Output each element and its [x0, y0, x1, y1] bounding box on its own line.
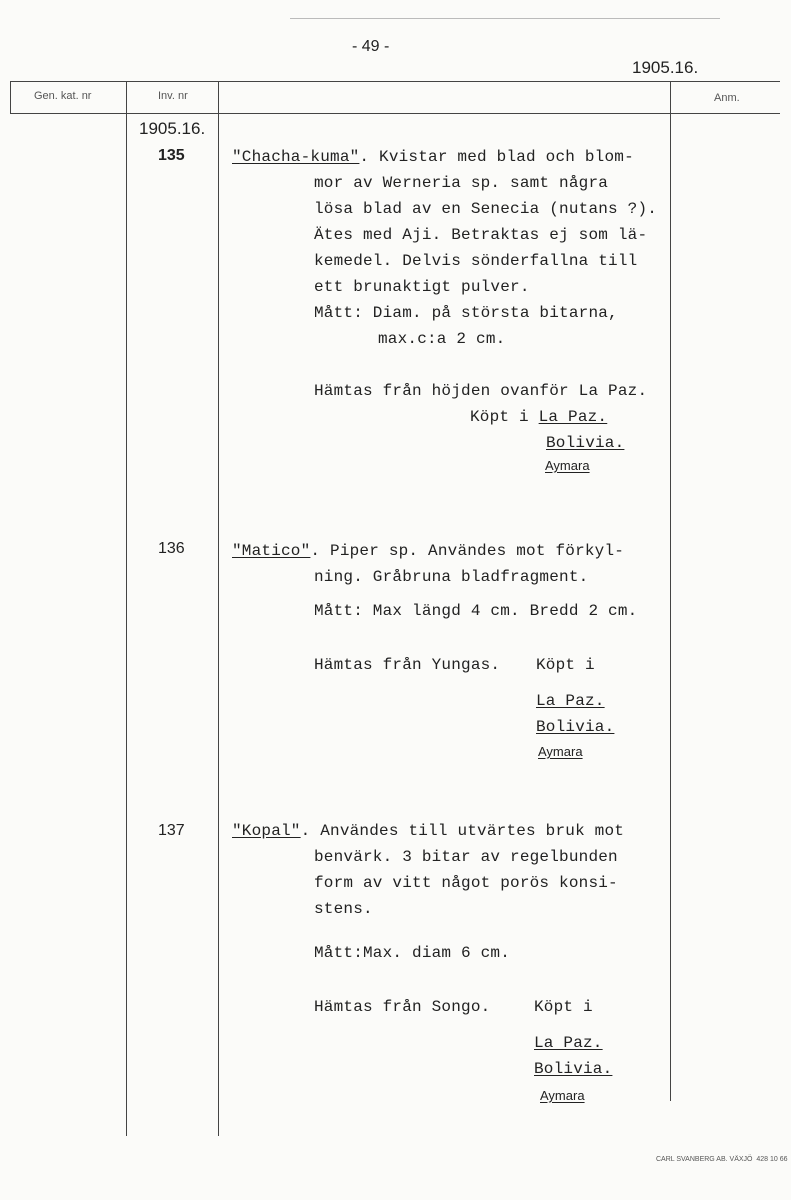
entry-137-name: "Kopal": [232, 822, 301, 840]
entry-137-source: Hämtas från Songo.: [314, 998, 491, 1016]
entry-135-bought: Köpt i: [470, 408, 539, 426]
entry-135-line-2: lösa blad av en Senecia (nutans ?).: [314, 200, 658, 218]
entry-137-first-line-rest: . Användes till utvärtes bruk mot: [300, 822, 625, 840]
entry-136-bought: Köpt i: [536, 656, 595, 674]
top-faint-line: [290, 18, 720, 19]
entry-136-line-1: ning. Gråbruna bladfragment.: [314, 568, 589, 586]
entry-136-first-line: [232, 538, 624, 564]
entry-135-people: Aymara: [545, 458, 590, 473]
collection-reference: 1905.16.: [139, 119, 206, 138]
entry-135-line-5: ett brunaktigt pulver.: [314, 278, 530, 296]
entry-136-inv-nr: 136: [158, 540, 185, 557]
entry-135-first-line-rest: . Kvistar med blad och blom-: [359, 148, 634, 166]
entry-136-people: Aymara: [538, 744, 583, 759]
entry-136-name: "Matico": [232, 542, 311, 560]
entry-136-measure: Mått: Max längd 4 cm. Bredd 2 cm.: [314, 602, 638, 620]
entry-137-line-3: stens.: [314, 900, 373, 918]
entry-135-line-4: kemedel. Delvis sönderfallna till: [314, 252, 638, 270]
header-reference: 1905.16.: [632, 58, 699, 77]
entry-137-first-line: [232, 818, 624, 844]
column-divider-1: [126, 81, 127, 1136]
page-number: - 49 -: [352, 38, 390, 55]
column-divider-3: [670, 81, 671, 1101]
entry-135-line-3: Ätes med Aji. Betraktas ej som lä-: [314, 226, 648, 244]
header-gen-kat-nr: Gen. kat. nr: [34, 90, 92, 102]
header-anm: Anm.: [714, 92, 740, 104]
entry-137-inv-nr: 137: [158, 822, 185, 839]
entry-135-country: Bolivia.: [546, 434, 625, 452]
entry-137-measure: Mått:Max. diam 6 cm.: [314, 944, 511, 962]
entry-137-country: Bolivia.: [534, 1060, 613, 1078]
entry-135-first-line: [232, 144, 634, 170]
entry-135-bought-line: [470, 404, 607, 430]
entry-137-line-2: form av vitt något porös konsi-: [314, 874, 618, 892]
entry-136-source: Hämtas från Yungas.: [314, 656, 501, 674]
entry-135-measure: Mått: Diam. på största bitarna,: [314, 304, 618, 322]
entry-136-city: La Paz.: [536, 692, 605, 710]
printer-mark: CARL SVANBERG AB. VÄXJÖ 428 10 66: [656, 1156, 788, 1163]
entry-135-city: La Paz.: [538, 408, 608, 426]
entry-137-people: Aymara: [540, 1088, 585, 1103]
entry-135-source: Hämtas från höjden ovanför La Paz.: [314, 382, 648, 400]
entry-135-name: "Chacha-kuma": [232, 148, 360, 166]
header-inv-nr: Inv. nr: [158, 90, 188, 102]
entry-136-country: Bolivia.: [536, 718, 615, 736]
entry-137-line-1: benvärk. 3 bitar av regelbunden: [314, 848, 618, 866]
entry-135-inv-nr: 135: [158, 147, 185, 164]
entry-136-first-line-rest: . Piper sp. Användes mot förkyl-: [310, 542, 625, 560]
entry-135-measure-2: max.c:a 2 cm.: [378, 330, 506, 348]
entry-137-bought: Köpt i: [534, 998, 593, 1016]
entry-137-city: La Paz.: [534, 1034, 603, 1052]
column-divider-2: [218, 81, 219, 1136]
entry-135-line-1: mor av Werneria sp. samt några: [314, 174, 609, 192]
table-left-border: [10, 81, 11, 113]
